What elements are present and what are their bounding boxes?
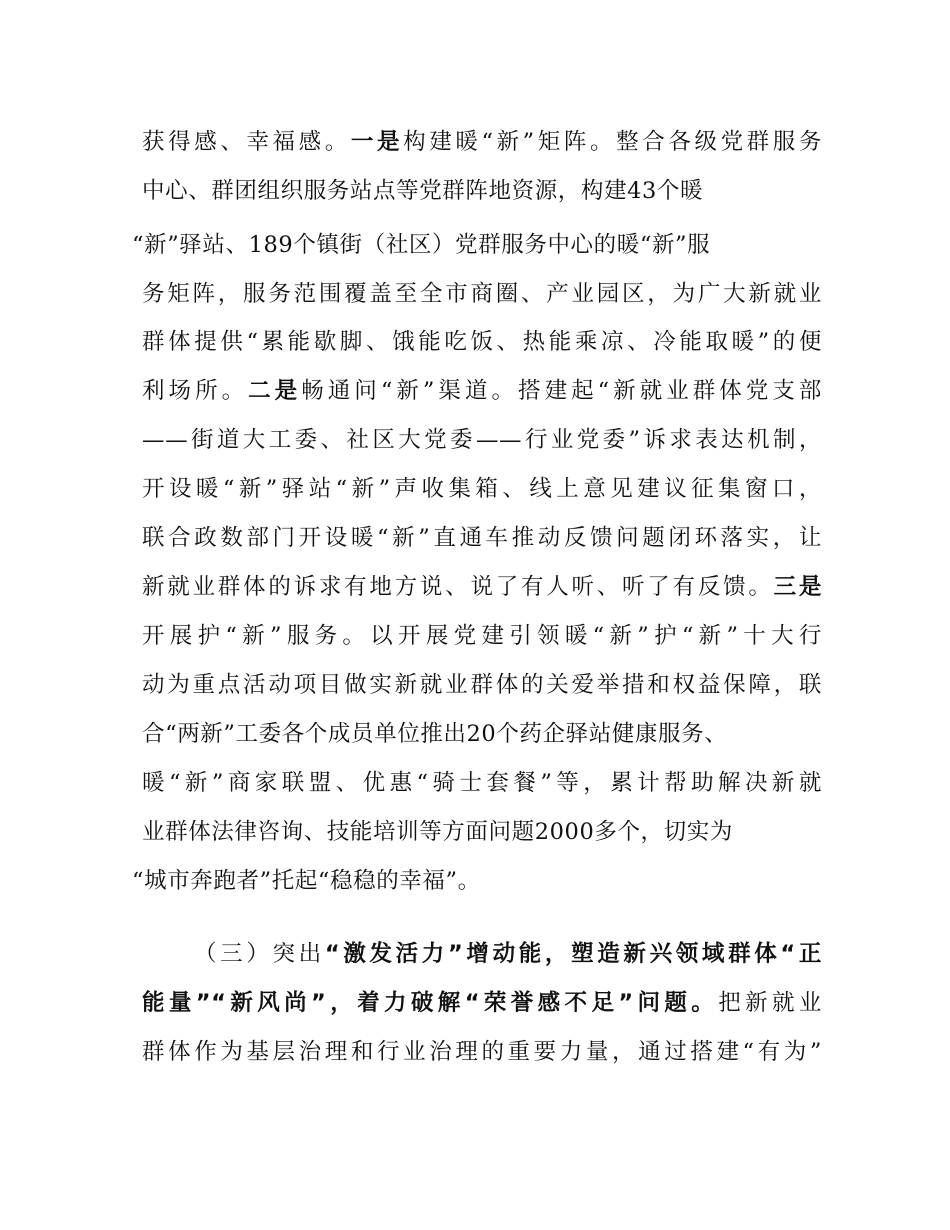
paragraph-line [142,620,822,652]
bold-heading: 能量”“新风尚”，着力破解“荣誉感不足”问题。 [142,990,719,1016]
section-heading-line [142,938,822,970]
paragraph-line [142,175,822,207]
text-segment: 畅通问“新”渠道。搭建起“新就业群体党支部 [301,378,823,404]
text-segment: 中心、群团组织服务站点等党群阵地资源，构建43个暖 [142,178,704,204]
bold-marker: 二是 [248,378,302,404]
text-segment: 新就业群体的诉求有地方说、说了有人听、听了有反馈。 [142,574,774,600]
text-segment: 开设暖“新”驿站“新”声收集箱、线上意见建议征集窗口， [142,476,822,502]
text-segment: 联合政数部门开设暖“新”直通车推动反馈问题闭环落实，让 [142,525,822,551]
paragraph-line [142,424,822,456]
paragraph-line [142,767,822,799]
text-segment: 群体作为基层治理和行业治理的重要力量，通过搭建“有为” [142,1039,822,1065]
paragraph-line [142,375,822,407]
paragraph-line [142,816,822,848]
paragraph-line [132,229,822,261]
paragraph-line [142,669,822,701]
text-segment: 获得感、幸福感。 [142,129,351,155]
text-segment: 利场所。 [142,378,249,404]
paragraph-line [142,473,822,505]
text-segment: （三）突出 [194,941,325,967]
text-segment: 构建暖“新”矩阵。整合各级党群服务 [403,129,822,155]
paragraph-line [142,326,822,358]
paragraph-line [142,126,822,158]
paragraph-line [142,522,822,554]
paragraph-line [142,278,822,310]
text-segment: 暖“新”商家联盟、优惠“骑士套餐”等，累计帮助解决新就 [142,770,822,796]
paragraph-line [142,571,822,603]
text-segment: “新”驿站、189个镇街（社区）党群服务中心的暖“新”服 [132,232,711,258]
bold-heading: “激发活力”增动能，塑造新兴领域群体“正 [324,941,822,967]
text-segment: 务矩阵，服务范围覆盖至全市商圈、产业园区，为广大新就业 [142,281,822,307]
text-segment: 开展护“新”服务。以开展党建引领暖“新”护“新”十大行 [142,623,822,649]
section-heading-line [142,987,822,1019]
text-segment: “城市奔跑者”托起“稳稳的幸福”。 [132,868,481,894]
paragraph-line [142,718,822,750]
text-segment: 群体提供“累能歇脚、饿能吃饭、热能乘凉、冷能取暖”的便 [142,329,822,355]
text-segment: ——街道大工委、社区大党委——行业党委”诉求表达机制， [142,427,822,453]
bold-marker: 三是 [773,574,822,600]
paragraph-line [142,1036,822,1068]
text-segment: 合“两新”工委各个成员单位推出20个药企驿站健康服务、 [142,721,728,747]
text-segment: 业群体法律咨询、技能培训等方面问题2000多个，切实为 [142,819,733,845]
bold-marker: 一是 [350,129,404,155]
paragraph-line [132,865,812,897]
text-segment: 把新就业 [718,990,822,1016]
text-segment: 动为重点活动项目做实新就业群体的关爱举措和权益保障，联 [142,672,822,698]
